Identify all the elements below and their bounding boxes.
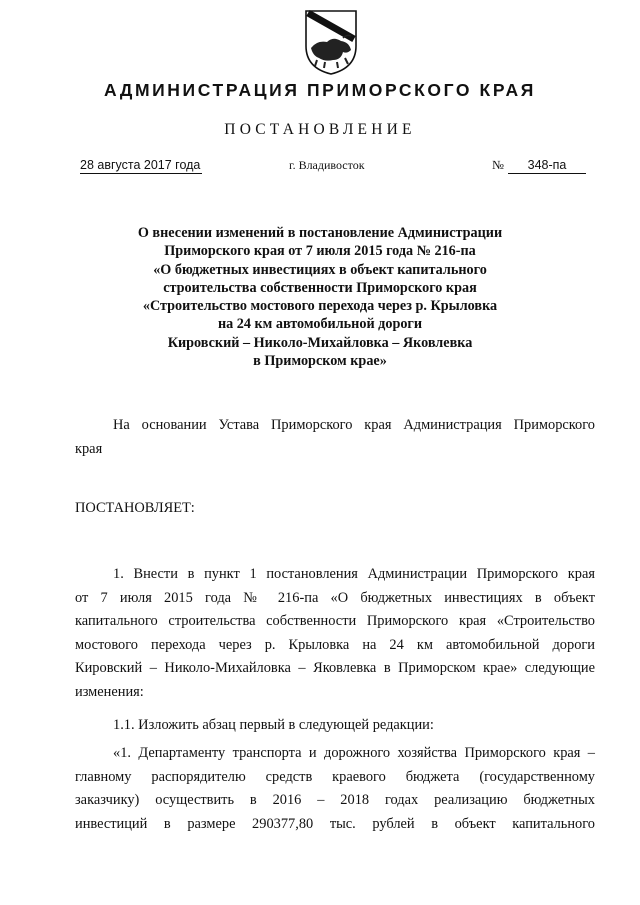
document-city: г. Владивосток <box>289 158 365 172</box>
paragraph-line: заказчику) осуществить в 2016 – 2018 годах реализацию бюджетных <box>75 792 595 809</box>
title-line: «О бюджетных инвестициях в объект капитального <box>153 261 487 278</box>
title-line: «Строительство мостового перехода через р. Крыловка <box>142 298 498 315</box>
document-number: 348-па <box>508 158 586 174</box>
quoted-paragraph <box>75 742 595 836</box>
title-line: Приморского края от 7 июля 2015 года № 216-па <box>164 243 476 260</box>
paragraph-line: края <box>75 440 103 457</box>
title-line: Кировский – Николо-Михайловка – Яковлевка <box>167 334 473 351</box>
paragraph-line: «1. Департаменту транспорта и дорожного хозяйства Приморского края – <box>113 745 595 761</box>
paragraph-line: инвестиций в размере 290377,80 тыс. рублей в объект капитального <box>75 815 595 832</box>
document-title <box>100 224 540 370</box>
title-line: на 24 км автомобильной дороги <box>217 316 423 333</box>
number-label: № <box>492 158 504 172</box>
document-type: ПОСТАНОВЛЕНИЕ <box>224 121 416 138</box>
organization-title: АДМИНИСТРАЦИЯ ПРИМОРСКОГО КРАЯ <box>104 80 536 100</box>
document-date: 28 августа 2017 года <box>80 158 201 172</box>
paragraph-line: Кировский – Николо-Михайловка – Яковлевка в Приморском крае» следующие <box>75 660 595 677</box>
paragraph-line: изменения: <box>75 683 144 700</box>
paragraph-line: капитального строительства собственности Приморского края «Строительство <box>75 613 595 630</box>
paragraph-line: На основании Устава Приморского края Администрация Приморского <box>113 417 595 433</box>
resolves-heading: ПОСТАНОВЛЯЕТ: <box>75 500 195 516</box>
paragraph-line: от 7 июля 2015 года № 216-па «О бюджетных инвестициях в объект <box>75 589 595 606</box>
item-1-1-paragraph: 1.1. Изложить абзац первый в следующей редакции: <box>113 717 434 733</box>
item-1-paragraph <box>75 563 595 705</box>
basis-paragraph <box>75 414 595 461</box>
title-line: в Приморском крае» <box>253 353 387 370</box>
title-line: строительства собственности Приморского края <box>163 279 477 296</box>
paragraph-line: мостового перехода через р. Крыловка на 24 км автомобильной дороги <box>75 636 595 653</box>
coat-of-arms-emblem <box>303 8 359 76</box>
title-line: О внесении изменений в постановление Администрации <box>137 225 503 241</box>
paragraph-line: главному распорядителю средств краевого бюджета (государственному <box>75 768 595 785</box>
paragraph-line: 1. Внести в пункт 1 постановления Администрации Приморского края <box>113 566 595 582</box>
